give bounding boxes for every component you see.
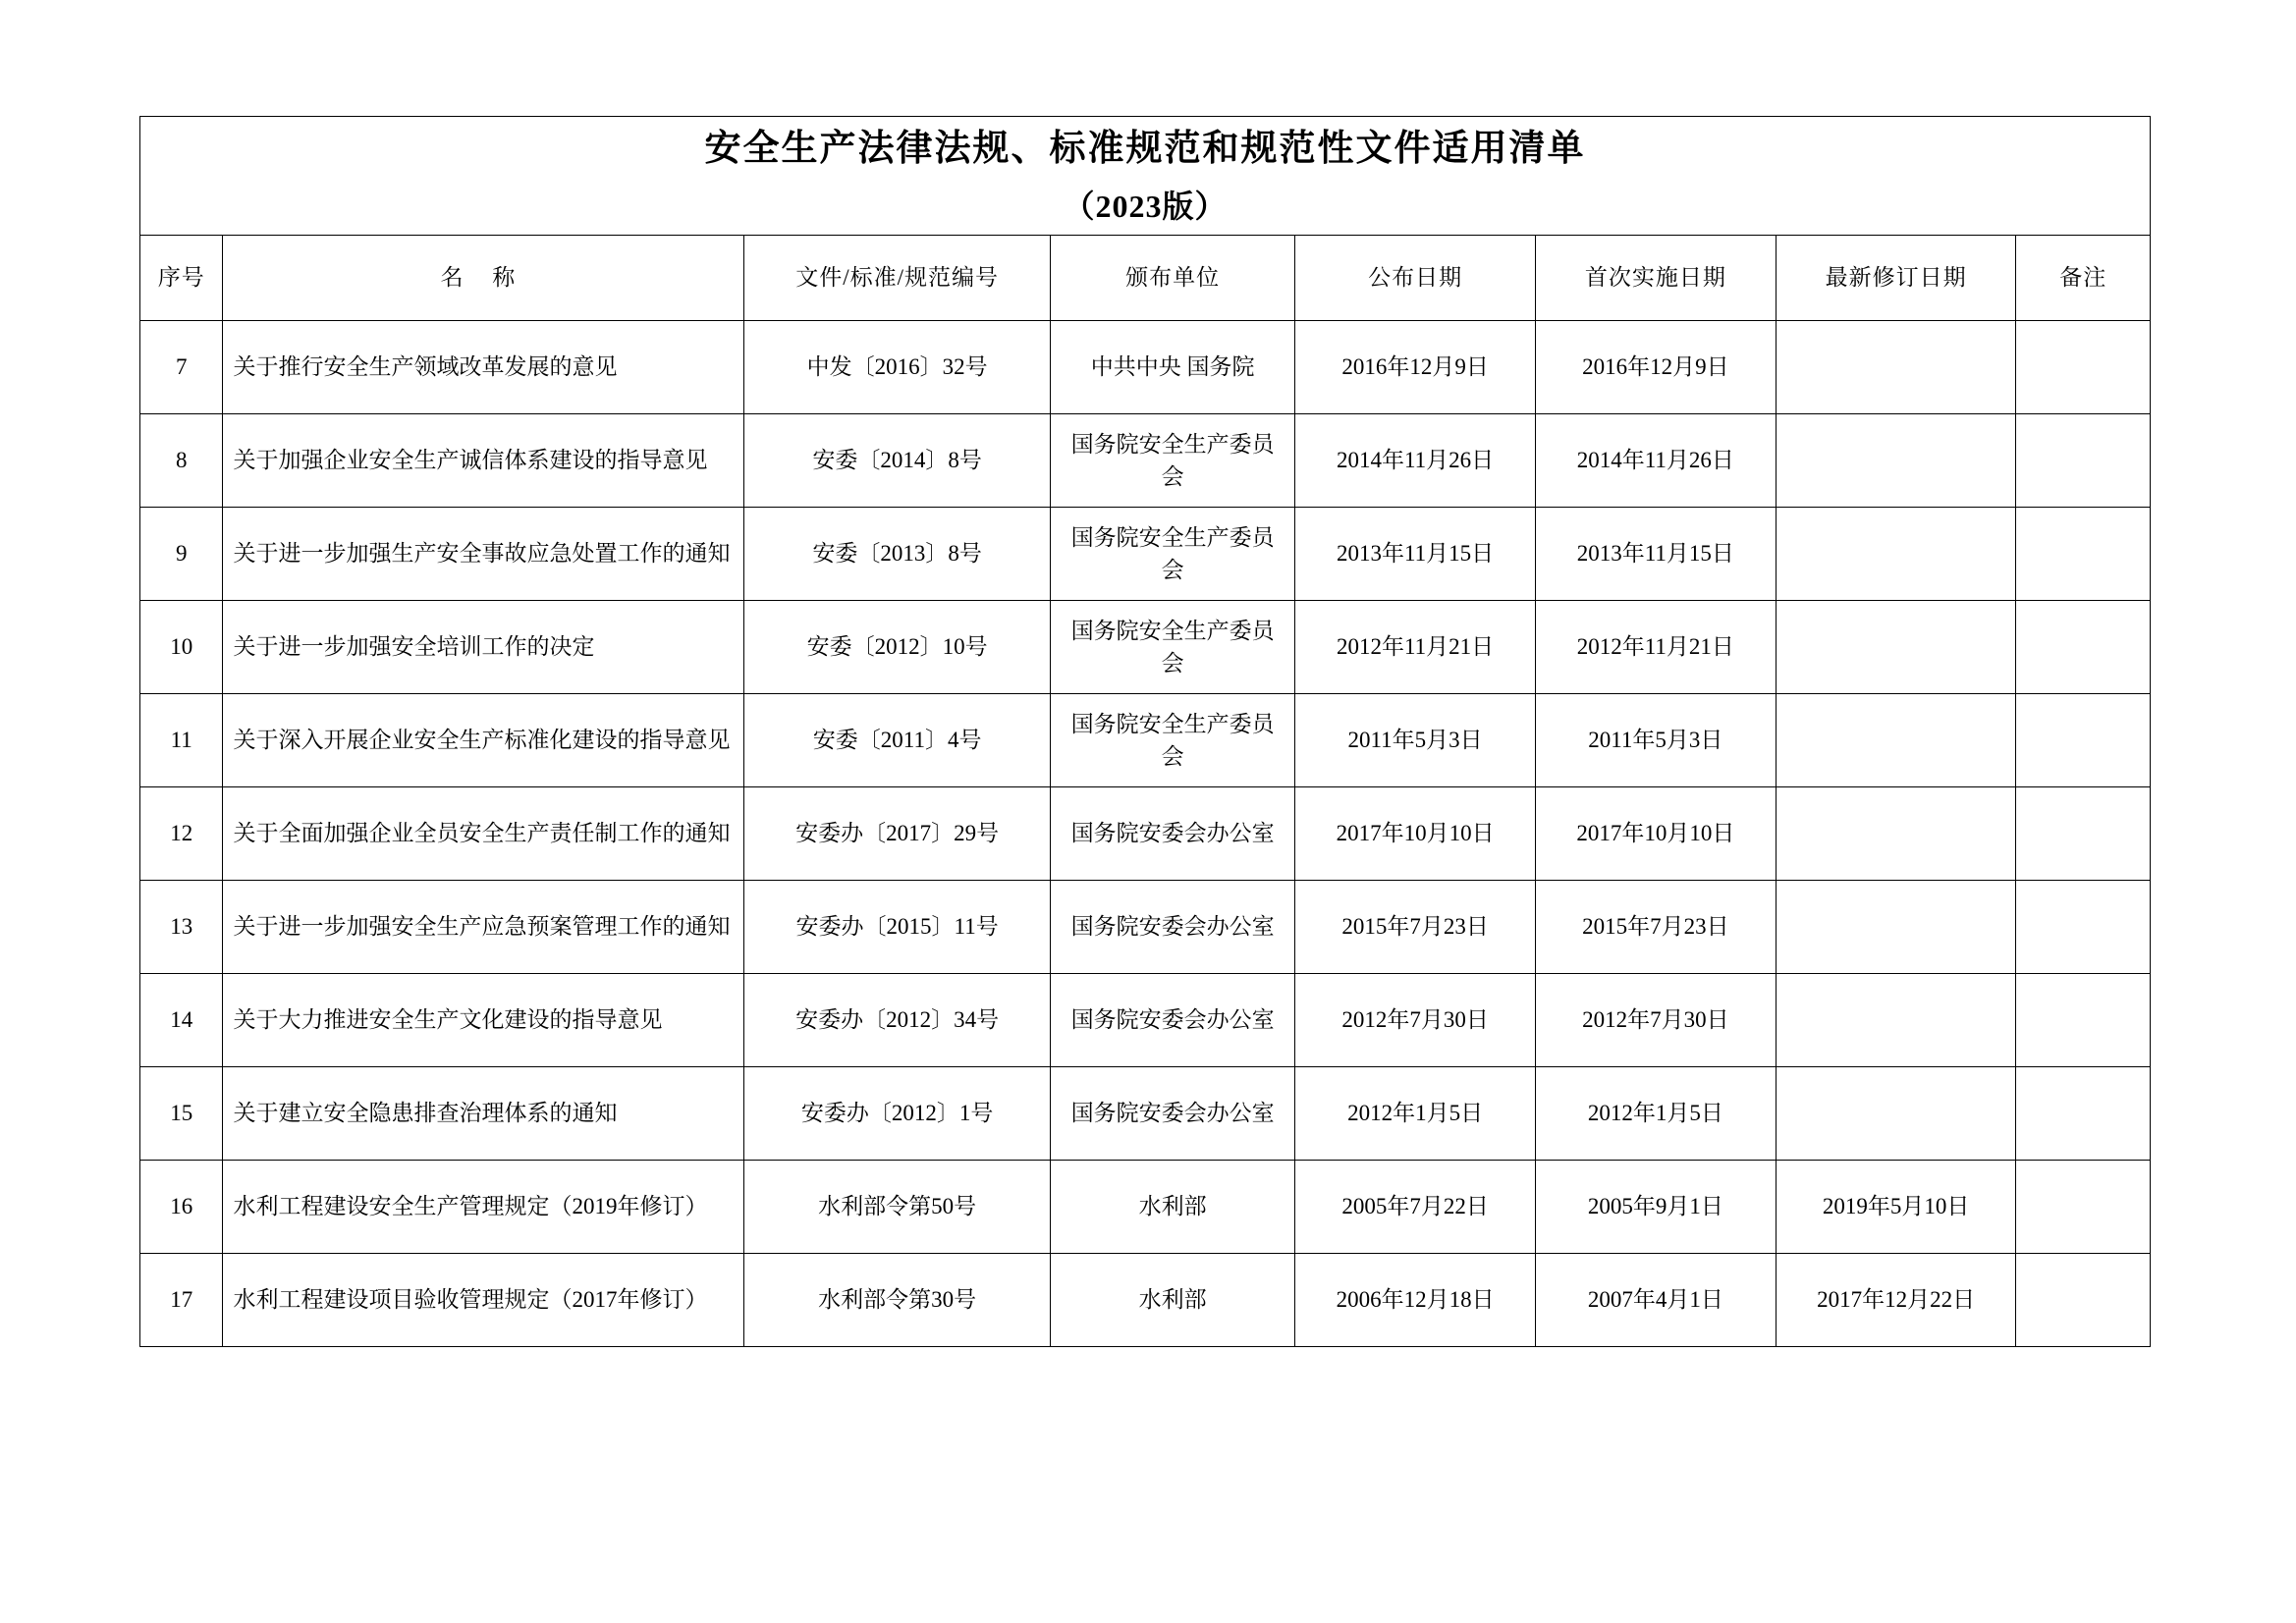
- cell-code: 安委〔2011〕4号: [744, 694, 1051, 787]
- cell-latest-revision-date: [1776, 694, 2016, 787]
- page-title: 安全生产法律法规、标准规范和规范性文件适用清单: [704, 129, 1586, 169]
- cell-first-impl-date: 2012年1月5日: [1535, 1067, 1776, 1161]
- cell-index: 16: [140, 1161, 223, 1254]
- cell-code: 中发〔2016〕32号: [744, 321, 1051, 414]
- header-org: 颁布单位: [1051, 236, 1295, 321]
- page-subtitle: （2023版）: [1063, 188, 1228, 224]
- cell-first-impl-date: 2014年11月26日: [1535, 414, 1776, 508]
- cell-note: [2016, 1161, 2151, 1254]
- cell-publish-date: 2012年7月30日: [1295, 974, 1536, 1067]
- cell-note: [2016, 321, 2151, 414]
- cell-first-impl-date: 2015年7月23日: [1535, 881, 1776, 974]
- cell-first-impl-date: 2013年11月15日: [1535, 508, 1776, 601]
- cell-org: 国务院安全生产委员会: [1051, 601, 1295, 694]
- cell-first-impl-date: 2012年7月30日: [1535, 974, 1776, 1067]
- cell-publish-date: 2017年10月10日: [1295, 787, 1536, 881]
- cell-index: 7: [140, 321, 223, 414]
- cell-index: 15: [140, 1067, 223, 1161]
- cell-note: [2016, 1254, 2151, 1347]
- cell-name: 关于深入开展企业安全生产标准化建设的指导意见: [223, 694, 744, 787]
- cell-org: 中共中央 国务院: [1051, 321, 1295, 414]
- cell-name: 关于进一步加强生产安全事故应急处置工作的通知: [223, 508, 744, 601]
- table-row: [140, 1161, 2151, 1254]
- table-row: [140, 881, 2151, 974]
- cell-publish-date: 2016年12月9日: [1295, 321, 1536, 414]
- cell-publish-date: 2011年5月3日: [1295, 694, 1536, 787]
- cell-note: [2016, 881, 2151, 974]
- cell-org: 水利部: [1051, 1254, 1295, 1347]
- cell-org: 国务院安委会办公室: [1051, 974, 1295, 1067]
- cell-code: 水利部令第30号: [744, 1254, 1051, 1347]
- cell-code: 安委办〔2015〕11号: [744, 881, 1051, 974]
- cell-latest-revision-date: 2019年5月10日: [1776, 1161, 2016, 1254]
- cell-first-impl-date: 2012年11月21日: [1535, 601, 1776, 694]
- table-row: [140, 321, 2151, 414]
- cell-latest-revision-date: [1776, 321, 2016, 414]
- header-first-impl-date: 首次实施日期: [1535, 236, 1776, 321]
- cell-name: 关于进一步加强安全培训工作的决定: [223, 601, 744, 694]
- cell-index: 10: [140, 601, 223, 694]
- header-code: 文件/标准/规范编号: [744, 236, 1051, 321]
- cell-name: 关于全面加强企业全员安全生产责任制工作的通知: [223, 787, 744, 881]
- cell-code: 安委〔2013〕8号: [744, 508, 1051, 601]
- table-row: [140, 1254, 2151, 1347]
- cell-index: 13: [140, 881, 223, 974]
- cell-org: 国务院安委会办公室: [1051, 787, 1295, 881]
- header-name: 名 称: [223, 236, 744, 321]
- table-row: [140, 787, 2151, 881]
- cell-code: 水利部令第50号: [744, 1161, 1051, 1254]
- cell-org: 国务院安全生产委员会: [1051, 508, 1295, 601]
- cell-name: 关于建立安全隐患排查治理体系的通知: [223, 1067, 744, 1161]
- cell-first-impl-date: 2017年10月10日: [1535, 787, 1776, 881]
- cell-index: 12: [140, 787, 223, 881]
- cell-code: 安委办〔2012〕1号: [744, 1067, 1051, 1161]
- cell-name: 水利工程建设项目验收管理规定（2017年修订）: [223, 1254, 744, 1347]
- title-row: [140, 117, 2151, 236]
- cell-org: 国务院安委会办公室: [1051, 1067, 1295, 1161]
- cell-code: 安委办〔2012〕34号: [744, 974, 1051, 1067]
- cell-code: 安委办〔2017〕29号: [744, 787, 1051, 881]
- cell-note: [2016, 508, 2151, 601]
- cell-latest-revision-date: [1776, 787, 2016, 881]
- cell-first-impl-date: 2011年5月3日: [1535, 694, 1776, 787]
- cell-first-impl-date: 2016年12月9日: [1535, 321, 1776, 414]
- cell-note: [2016, 1067, 2151, 1161]
- header-publish-date: 公布日期: [1295, 236, 1536, 321]
- cell-index: 8: [140, 414, 223, 508]
- cell-org: 国务院安委会办公室: [1051, 881, 1295, 974]
- header-index: 序号: [140, 236, 223, 321]
- cell-publish-date: 2012年1月5日: [1295, 1067, 1536, 1161]
- cell-latest-revision-date: 2017年12月22日: [1776, 1254, 2016, 1347]
- table-body: [140, 321, 2151, 1347]
- cell-publish-date: 2012年11月21日: [1295, 601, 1536, 694]
- table-row: [140, 601, 2151, 694]
- table-row: [140, 508, 2151, 601]
- cell-code: 安委〔2014〕8号: [744, 414, 1051, 508]
- cell-publish-date: 2006年12月18日: [1295, 1254, 1536, 1347]
- cell-note: [2016, 414, 2151, 508]
- cell-publish-date: 2015年7月23日: [1295, 881, 1536, 974]
- table-row: [140, 694, 2151, 787]
- cell-name: 关于进一步加强安全生产应急预案管理工作的通知: [223, 881, 744, 974]
- cell-org: 国务院安全生产委员会: [1051, 694, 1295, 787]
- cell-index: 9: [140, 508, 223, 601]
- cell-org: 水利部: [1051, 1161, 1295, 1254]
- table-row: [140, 974, 2151, 1067]
- cell-latest-revision-date: [1776, 601, 2016, 694]
- header-latest-revision-date: 最新修订日期: [1776, 236, 2016, 321]
- table-row: [140, 1067, 2151, 1161]
- cell-publish-date: 2014年11月26日: [1295, 414, 1536, 508]
- cell-note: [2016, 787, 2151, 881]
- header-note: 备注: [2016, 236, 2151, 321]
- cell-first-impl-date: 2007年4月1日: [1535, 1254, 1776, 1347]
- cell-latest-revision-date: [1776, 1067, 2016, 1161]
- cell-code: 安委〔2012〕10号: [744, 601, 1051, 694]
- compliance-list-table: [139, 116, 2151, 1347]
- cell-publish-date: 2005年7月22日: [1295, 1161, 1536, 1254]
- cell-name: 关于大力推进安全生产文化建设的指导意见: [223, 974, 744, 1067]
- cell-publish-date: 2013年11月15日: [1295, 508, 1536, 601]
- cell-latest-revision-date: [1776, 414, 2016, 508]
- cell-index: 17: [140, 1254, 223, 1347]
- table-row: [140, 414, 2151, 508]
- cell-index: 14: [140, 974, 223, 1067]
- document-table-container: [139, 116, 2151, 1347]
- table-header-row: [140, 236, 2151, 321]
- cell-name: 关于推行安全生产领域改革发展的意见: [223, 321, 744, 414]
- cell-note: [2016, 974, 2151, 1067]
- cell-note: [2016, 601, 2151, 694]
- cell-first-impl-date: 2005年9月1日: [1535, 1161, 1776, 1254]
- cell-latest-revision-date: [1776, 508, 2016, 601]
- cell-index: 11: [140, 694, 223, 787]
- cell-note: [2016, 694, 2151, 787]
- document-title-cell: [140, 117, 2151, 236]
- cell-latest-revision-date: [1776, 881, 2016, 974]
- cell-org: 国务院安全生产委员会: [1051, 414, 1295, 508]
- cell-name: 关于加强企业安全生产诚信体系建设的指导意见: [223, 414, 744, 508]
- cell-name: 水利工程建设安全生产管理规定（2019年修订）: [223, 1161, 744, 1254]
- cell-latest-revision-date: [1776, 974, 2016, 1067]
